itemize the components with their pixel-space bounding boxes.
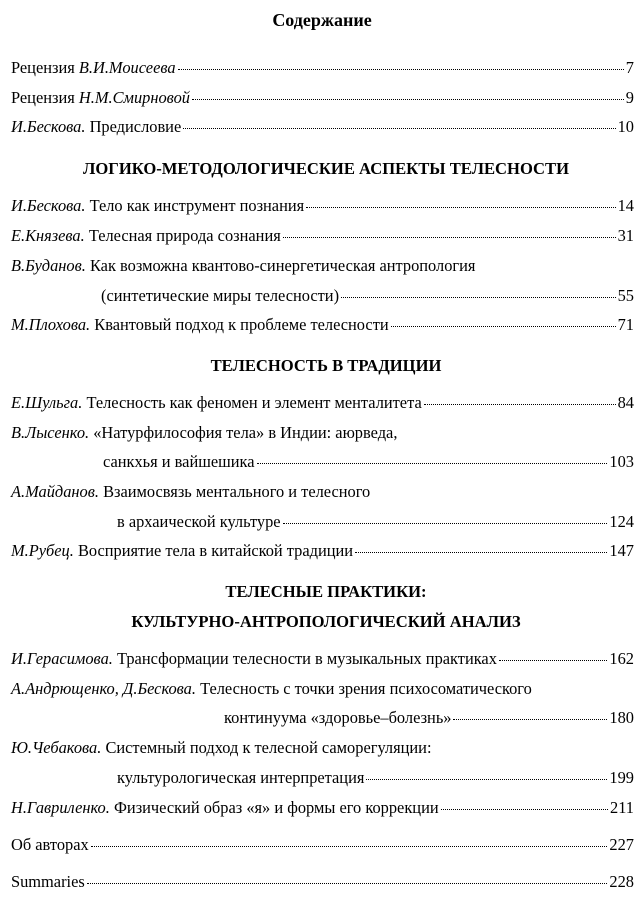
entry-title: Телесность с точки зрения психосоматического [200,679,532,698]
entry-author: И.Герасимова. [11,649,113,668]
dot-leader [441,808,608,810]
toc-entry[interactable] [11,225,634,247]
toc-entry-continuation[interactable] [103,451,634,473]
entry-title: Как возможна квантово-синергетическая антропология [89,256,476,275]
entry-author: Н.М.Смирновой [78,88,190,107]
page-number: 7 [625,58,634,77]
toc-entry-first-line[interactable] [11,737,634,759]
dot-leader [391,325,616,327]
entry-title: Трансформации телесности в музыкальных практиках [116,649,497,668]
page-number: 228 [609,872,634,891]
toc-entry[interactable] [11,195,634,217]
toc-entry-continuation[interactable] [117,511,634,533]
dot-leader [453,718,607,720]
dot-leader [91,845,608,847]
page-number: 31 [617,226,634,245]
page-number: 124 [609,512,634,531]
dot-leader [424,403,616,405]
entry-author: В.Лысенко. [11,423,90,442]
entry-title: «Натурфилософия тела» в Индии: аюрведа, [93,423,398,442]
page-number: 199 [609,768,634,787]
entry-author: М.Рубец. [11,541,74,560]
dot-leader [355,551,607,553]
dot-leader [341,296,616,298]
dot-leader [87,882,608,884]
page-number: 84 [617,393,634,412]
entry-author: Ю.Чебакова. [11,738,102,757]
page-number: 55 [617,286,634,305]
entry-author: Е.Князева. [11,226,85,245]
dot-leader [283,522,608,524]
entry-title-continued: в архаической культуре [117,512,281,531]
entry-title-continued: культурологическая интерпретация [117,768,365,787]
toc-entry[interactable] [11,314,634,336]
entry-author: М.Плохова. [11,315,91,334]
entry-title: Восприятие тела в китайской традиции [77,541,354,560]
toc-entry[interactable] [11,540,634,562]
dot-leader [257,462,608,464]
entry-title: Телесная природа сознания [88,226,281,245]
page-number: 10 [617,117,634,136]
dot-leader [306,206,615,208]
toc-entry-continuation[interactable] [101,285,634,307]
dot-leader [178,68,624,70]
toc-entry-continuation[interactable] [224,707,634,729]
section-heading-line-1: ТЕЛЕСНЫЕ ПРАКТИКИ: [225,582,427,601]
page-number: 103 [609,452,634,471]
toc-entry[interactable] [11,648,634,670]
toc-entry-first-line[interactable] [11,255,634,277]
toc-entry-first-line[interactable] [11,481,634,503]
toc-entry-review-moiseev[interactable] [11,57,634,79]
entry-author: Н.Гавриленко. [11,798,110,817]
section-heading: ТЕЛЕСНОСТЬ В ТРАДИЦИИ [210,356,442,375]
entry-title: Тело как инструмент познания [89,196,305,215]
toc-entry-preface[interactable] [11,116,634,138]
section-heading-line-2: КУЛЬТУРНО-АНТРОПОЛОГИЧЕСКИЙ АНАЛИЗ [131,612,521,631]
entry-title: Системный подход к телесной саморегуляции: [105,738,432,757]
toc-entry-review-smirnova[interactable] [11,87,634,109]
entry-author: Е.Шульга. [11,393,83,412]
toc-entry-about-authors[interactable] [11,834,634,856]
section-heading: ЛОГИКО-МЕТОДОЛОГИЧЕСКИЕ АСПЕКТЫ ТЕЛЕСНОСТИ [82,159,570,178]
entry-author: В.Буданов. [11,256,86,275]
toc-entry-first-line[interactable] [11,422,634,444]
dot-leader [192,98,624,100]
entry-title: Об авторах [11,835,89,854]
entry-title: Физический образ «я» и формы его коррекции [113,798,439,817]
dot-leader [183,127,615,129]
entry-author: А.Андрющенко, Д.Бескова. [11,679,196,698]
page-number: 211 [610,798,634,817]
entry-title: Summaries [11,872,85,891]
dot-leader [283,236,616,238]
entry-author: А.Майданов. [11,482,99,501]
toc-entry-summaries[interactable] [11,871,634,893]
entry-title: Телесность как феномен и элемент менталитета [86,393,422,412]
entry-author: И.Бескова. [11,117,86,136]
entry-title: Предисловие [89,117,182,136]
page-number: 14 [617,196,634,215]
entry-title-continued: континуума «здоровье–болезнь» [224,708,452,727]
entry-prefix: Рецензия [11,58,79,77]
page-number: 71 [617,315,634,334]
toc-entry-continuation[interactable] [117,767,634,789]
dot-leader [366,778,607,780]
toc-entry[interactable] [11,392,634,414]
page-number: 162 [609,649,634,668]
toc-entry-first-line[interactable] [11,678,634,700]
page-number: 9 [625,88,634,107]
entry-title-continued: (синтетические миры телесности) [101,286,340,305]
entry-prefix: Рецензия [11,88,79,107]
page-title: Содержание [272,10,372,30]
entry-title: Взаимосвязь ментального и телесного [103,482,371,501]
page-number: 227 [609,835,634,854]
page-number: 147 [609,541,634,560]
entry-author: И.Бескова. [11,196,86,215]
page-number: 180 [609,708,634,727]
entry-author: В.И.Моисеева [78,58,176,77]
entry-title-continued: санкхья и вайшешика [103,452,255,471]
entry-title: Квантовый подход к проблеме телесности [94,315,389,334]
dot-leader [499,659,608,661]
toc-entry[interactable] [11,797,634,819]
